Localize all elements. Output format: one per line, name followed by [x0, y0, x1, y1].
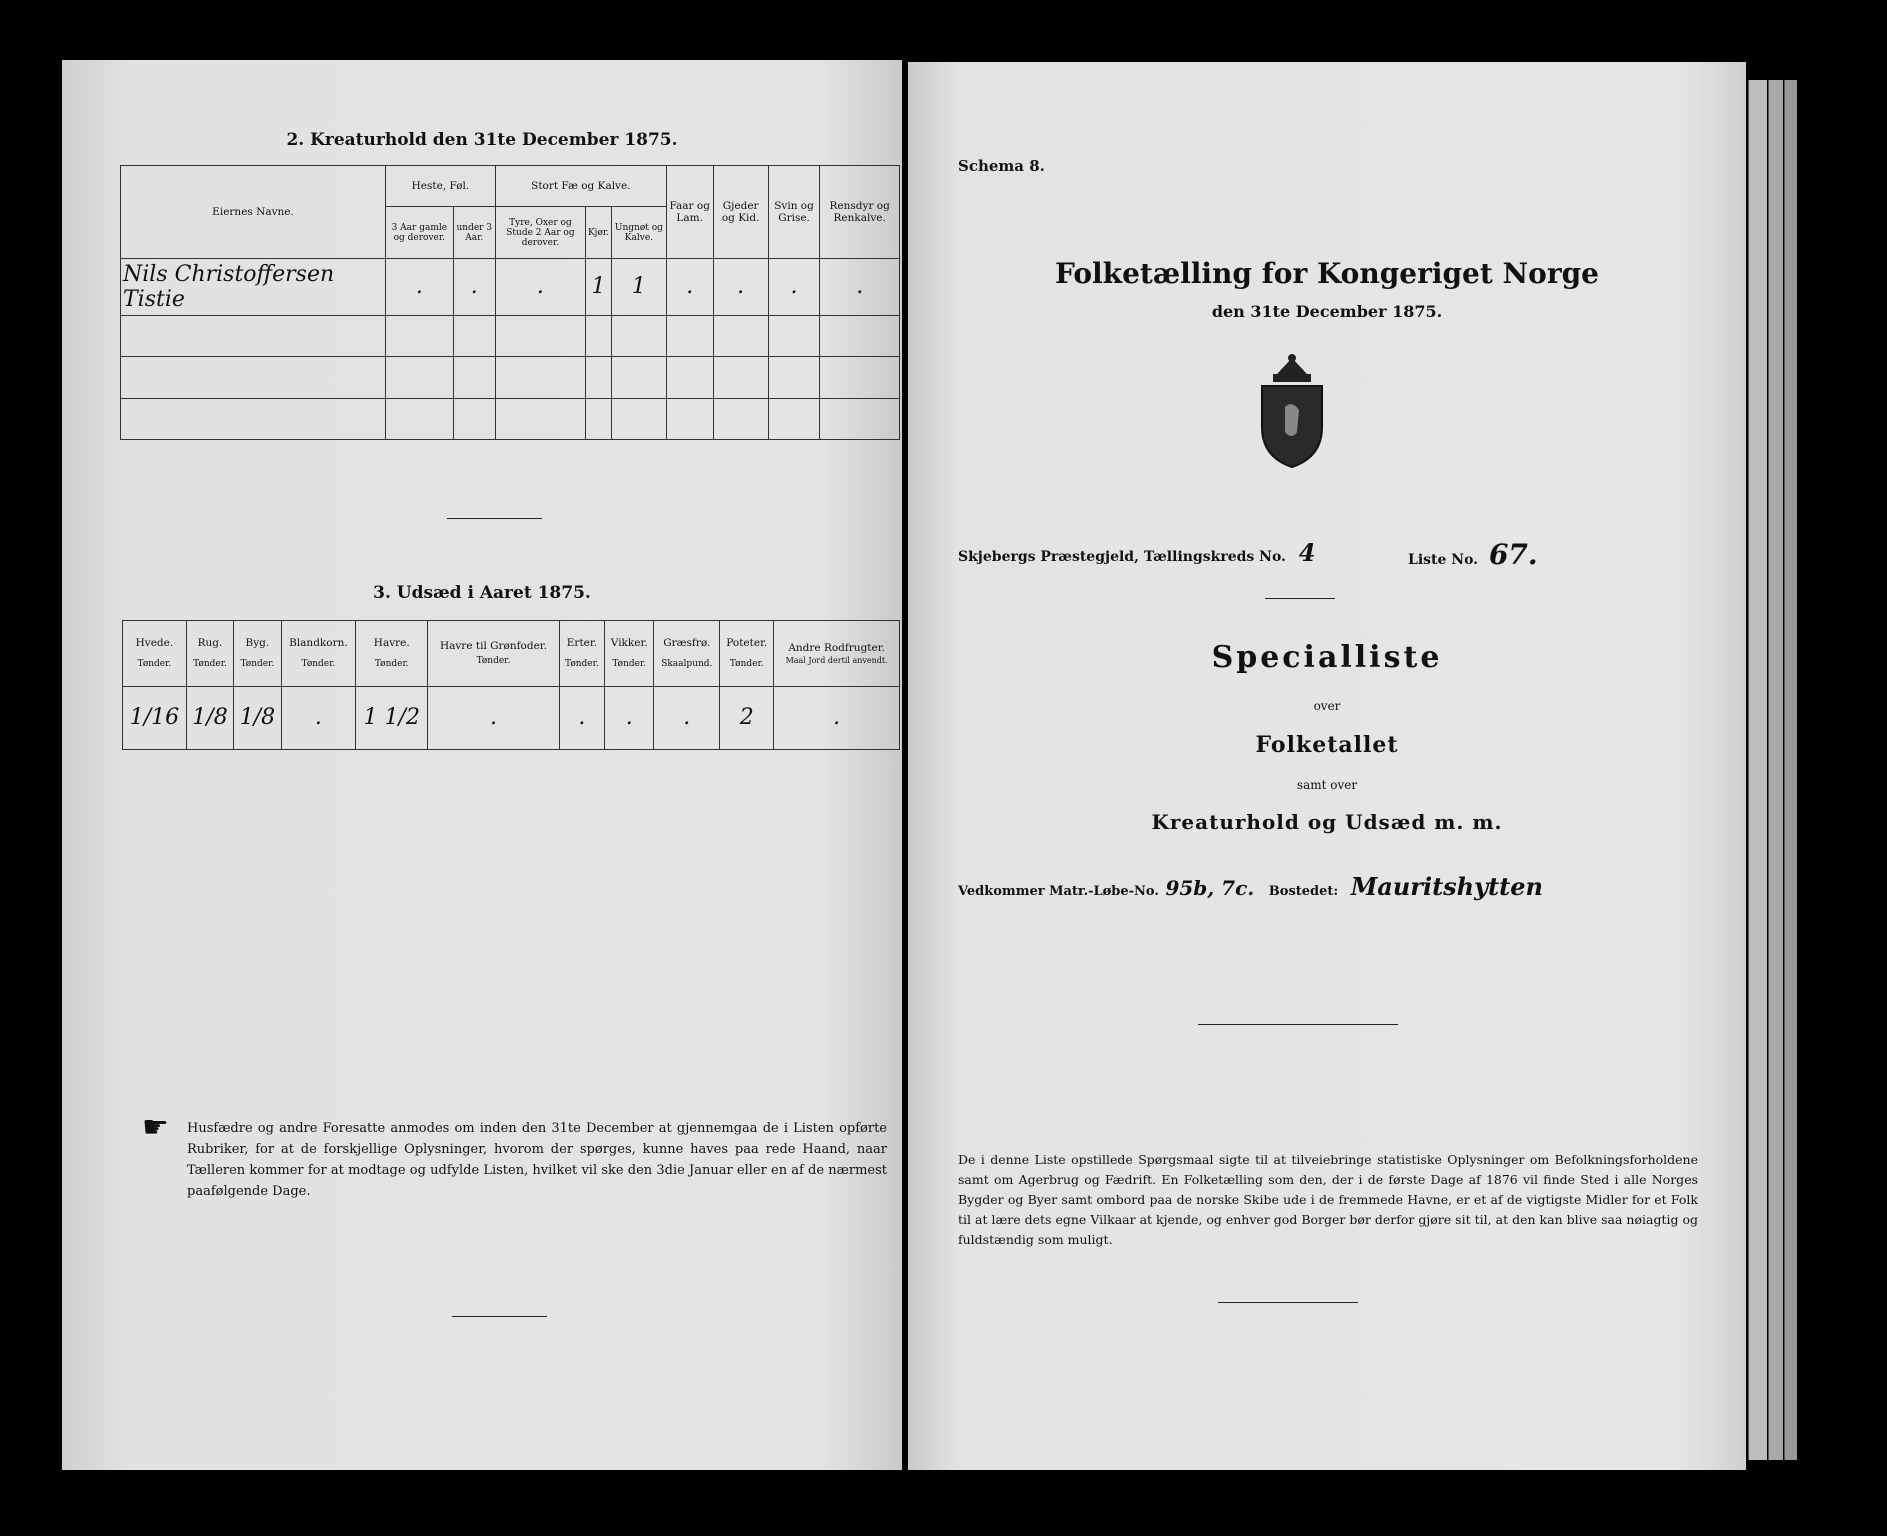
seed-value-byg: 1/8: [234, 686, 281, 749]
seed-value-rodfrugter: .: [774, 686, 900, 749]
divider: [1218, 1302, 1358, 1303]
page-edge: [1768, 80, 1783, 1460]
creature-section-title: 2. Kreaturhold den 31te December 1875.: [286, 130, 678, 150]
owner-name: Nils Christoffersen Tistie: [121, 259, 386, 316]
divider: [1198, 1024, 1398, 1025]
reindeer-header: Rensdyr og Renkalve.: [820, 166, 900, 259]
sheep-value: .: [666, 259, 713, 316]
seed-header-blandkorn: Blandkorn. Tønder.: [281, 621, 356, 687]
cattle-c-header: Ungnøt og Kalve.: [612, 207, 667, 259]
seed-header-graesfro: Græsfrø. Skaalpund.: [654, 621, 720, 687]
left-page: [62, 60, 902, 1470]
seed-header-rodfrugter: Andre Rodfrugter. Maal Jord dertil anvendt.: [774, 621, 900, 687]
seed-header-poteter: Poteter. Tønder.: [720, 621, 774, 687]
prestegjeld-line: Skjebergs Præstegjeld, Tællingskreds No. 4: [958, 538, 1316, 567]
seed-value-erter: .: [559, 686, 604, 749]
divider: [452, 1316, 547, 1317]
samt-over-text: samt over: [1296, 778, 1358, 792]
seed-header-byg: Byg. Tønder.: [234, 621, 281, 687]
page-title: Folketælling for Kongeriget Norge: [1055, 257, 1599, 290]
page-edge: [1748, 80, 1767, 1460]
table-row: [123, 686, 900, 749]
cattle-a-value: .: [495, 259, 585, 316]
right-page: [908, 62, 1746, 1470]
owner-header: Eiernes Navne.: [121, 166, 386, 259]
cattle-c-value: 1: [612, 259, 667, 316]
horses-header: Heste, Føl.: [386, 166, 496, 207]
pigs-value: .: [768, 259, 820, 316]
creature-table: [120, 165, 900, 440]
seed-value-graesfro: .: [654, 686, 720, 749]
specialliste-heading: Specialliste: [1211, 640, 1443, 675]
seed-table: [122, 620, 900, 750]
horses-b-value: .: [453, 259, 495, 316]
seed-header-erter: Erter. Tønder.: [559, 621, 604, 687]
table-row: [121, 259, 900, 316]
sheep-header: Faar og Lam.: [666, 166, 713, 259]
horses-b-header: under 3 Aar.: [453, 207, 495, 259]
seed-value-havre: 1 1/2: [356, 686, 428, 749]
coat-of-arms-icon: [1247, 352, 1337, 472]
seed-header-rug: Rug. Tønder.: [186, 621, 233, 687]
seed-value-blandkorn: .: [281, 686, 356, 749]
horses-a-header: 3 Aar gamle og derover.: [386, 207, 454, 259]
pointing-hand-icon: ☛: [142, 1110, 169, 1145]
liste-number: 67.: [1488, 538, 1538, 571]
left-notice: Husfædre og andre Foresatte anmodes om inden den 31te December at gjennemgaa de i Listen opførte Rubriker, for at de forskjellige Oplysninger, hvorom der spørges, kunne haves paa rede Haand, naar Tælleren kommer for at modtage og udfylde Listen, hvilket vil ske den 3die Januar eller en af de nærmest paafølgende Dage.: [187, 1121, 887, 1199]
reindeer-value: .: [820, 259, 900, 316]
table-row: [121, 357, 900, 398]
kreds-number: 4: [1298, 538, 1316, 567]
pigs-header: Svin og Grise.: [768, 166, 820, 259]
horses-a-value: .: [386, 259, 454, 316]
goats-value: .: [713, 259, 768, 316]
cattle-b-value: 1: [585, 259, 611, 316]
page-edge: [1784, 80, 1797, 1460]
folketallet-heading: Folketallet: [1255, 732, 1399, 758]
matr-line: Vedkommer Matr.-Løbe-No. 95b, 7c. Bostedet: Mauritshytten: [958, 872, 1543, 901]
table-row: [121, 315, 900, 356]
divider: [1265, 598, 1335, 599]
seed-header-gronfoder: Havre til Grønfoder. Tønder.: [428, 621, 559, 687]
seed-value-hvede: 1/16: [123, 686, 187, 749]
title-date: den 31te December 1875.: [1211, 302, 1443, 321]
seed-value-gronfoder: .: [428, 686, 559, 749]
schema-label: Schema 8.: [958, 157, 1045, 175]
seed-value-vikker: .: [605, 686, 654, 749]
seed-header-vikker: Vikker. Tønder.: [605, 621, 654, 687]
matr-number: 95b, 7c.: [1165, 876, 1255, 900]
cattle-header: Stort Fæ og Kalve.: [495, 166, 666, 207]
over-text: over: [1313, 699, 1341, 713]
bosted-name: Mauritshytten: [1350, 872, 1543, 901]
liste-line: Liste No. 67.: [1408, 538, 1538, 571]
cattle-a-header: Tyre, Oxer og Stude 2 Aar og derover.: [495, 207, 585, 259]
table-row: [121, 398, 900, 439]
cattle-b-header: Kjør.: [585, 207, 611, 259]
seed-section-title: 3. Udsæd i Aaret 1875.: [373, 583, 591, 603]
seed-header-havre: Havre. Tønder.: [356, 621, 428, 687]
goats-header: Gjeder og Kid.: [713, 166, 768, 259]
seed-header-hvede: Hvede. Tønder.: [123, 621, 187, 687]
divider: [447, 518, 542, 519]
seed-value-rug: 1/8: [186, 686, 233, 749]
seed-value-poteter: 2: [720, 686, 774, 749]
kreaturhold-heading: Kreaturhold og Udsæd m. m.: [1151, 810, 1503, 834]
right-notice: De i denne Liste opstillede Spørgsmaal sigte til at tilveiebringe statistiske Oplysninger om Befolkningsforholdene samt om Agerbrug og Fædrift. En Folketælling som den, der i de første Dage af 1876 vil finde Sted i alle Norges Bygder og Byer samt ombord paa de norske Skibe ude i de fremmede Havne, er et af de vigtigste Midler for et Folk til at lære dets egne Vilkaar at kjende, og enhver god Borger bør derfor gjøre sit til, at den kan blive saa nøiagtig og fuldstændig som muligt.: [958, 1152, 1698, 1247]
